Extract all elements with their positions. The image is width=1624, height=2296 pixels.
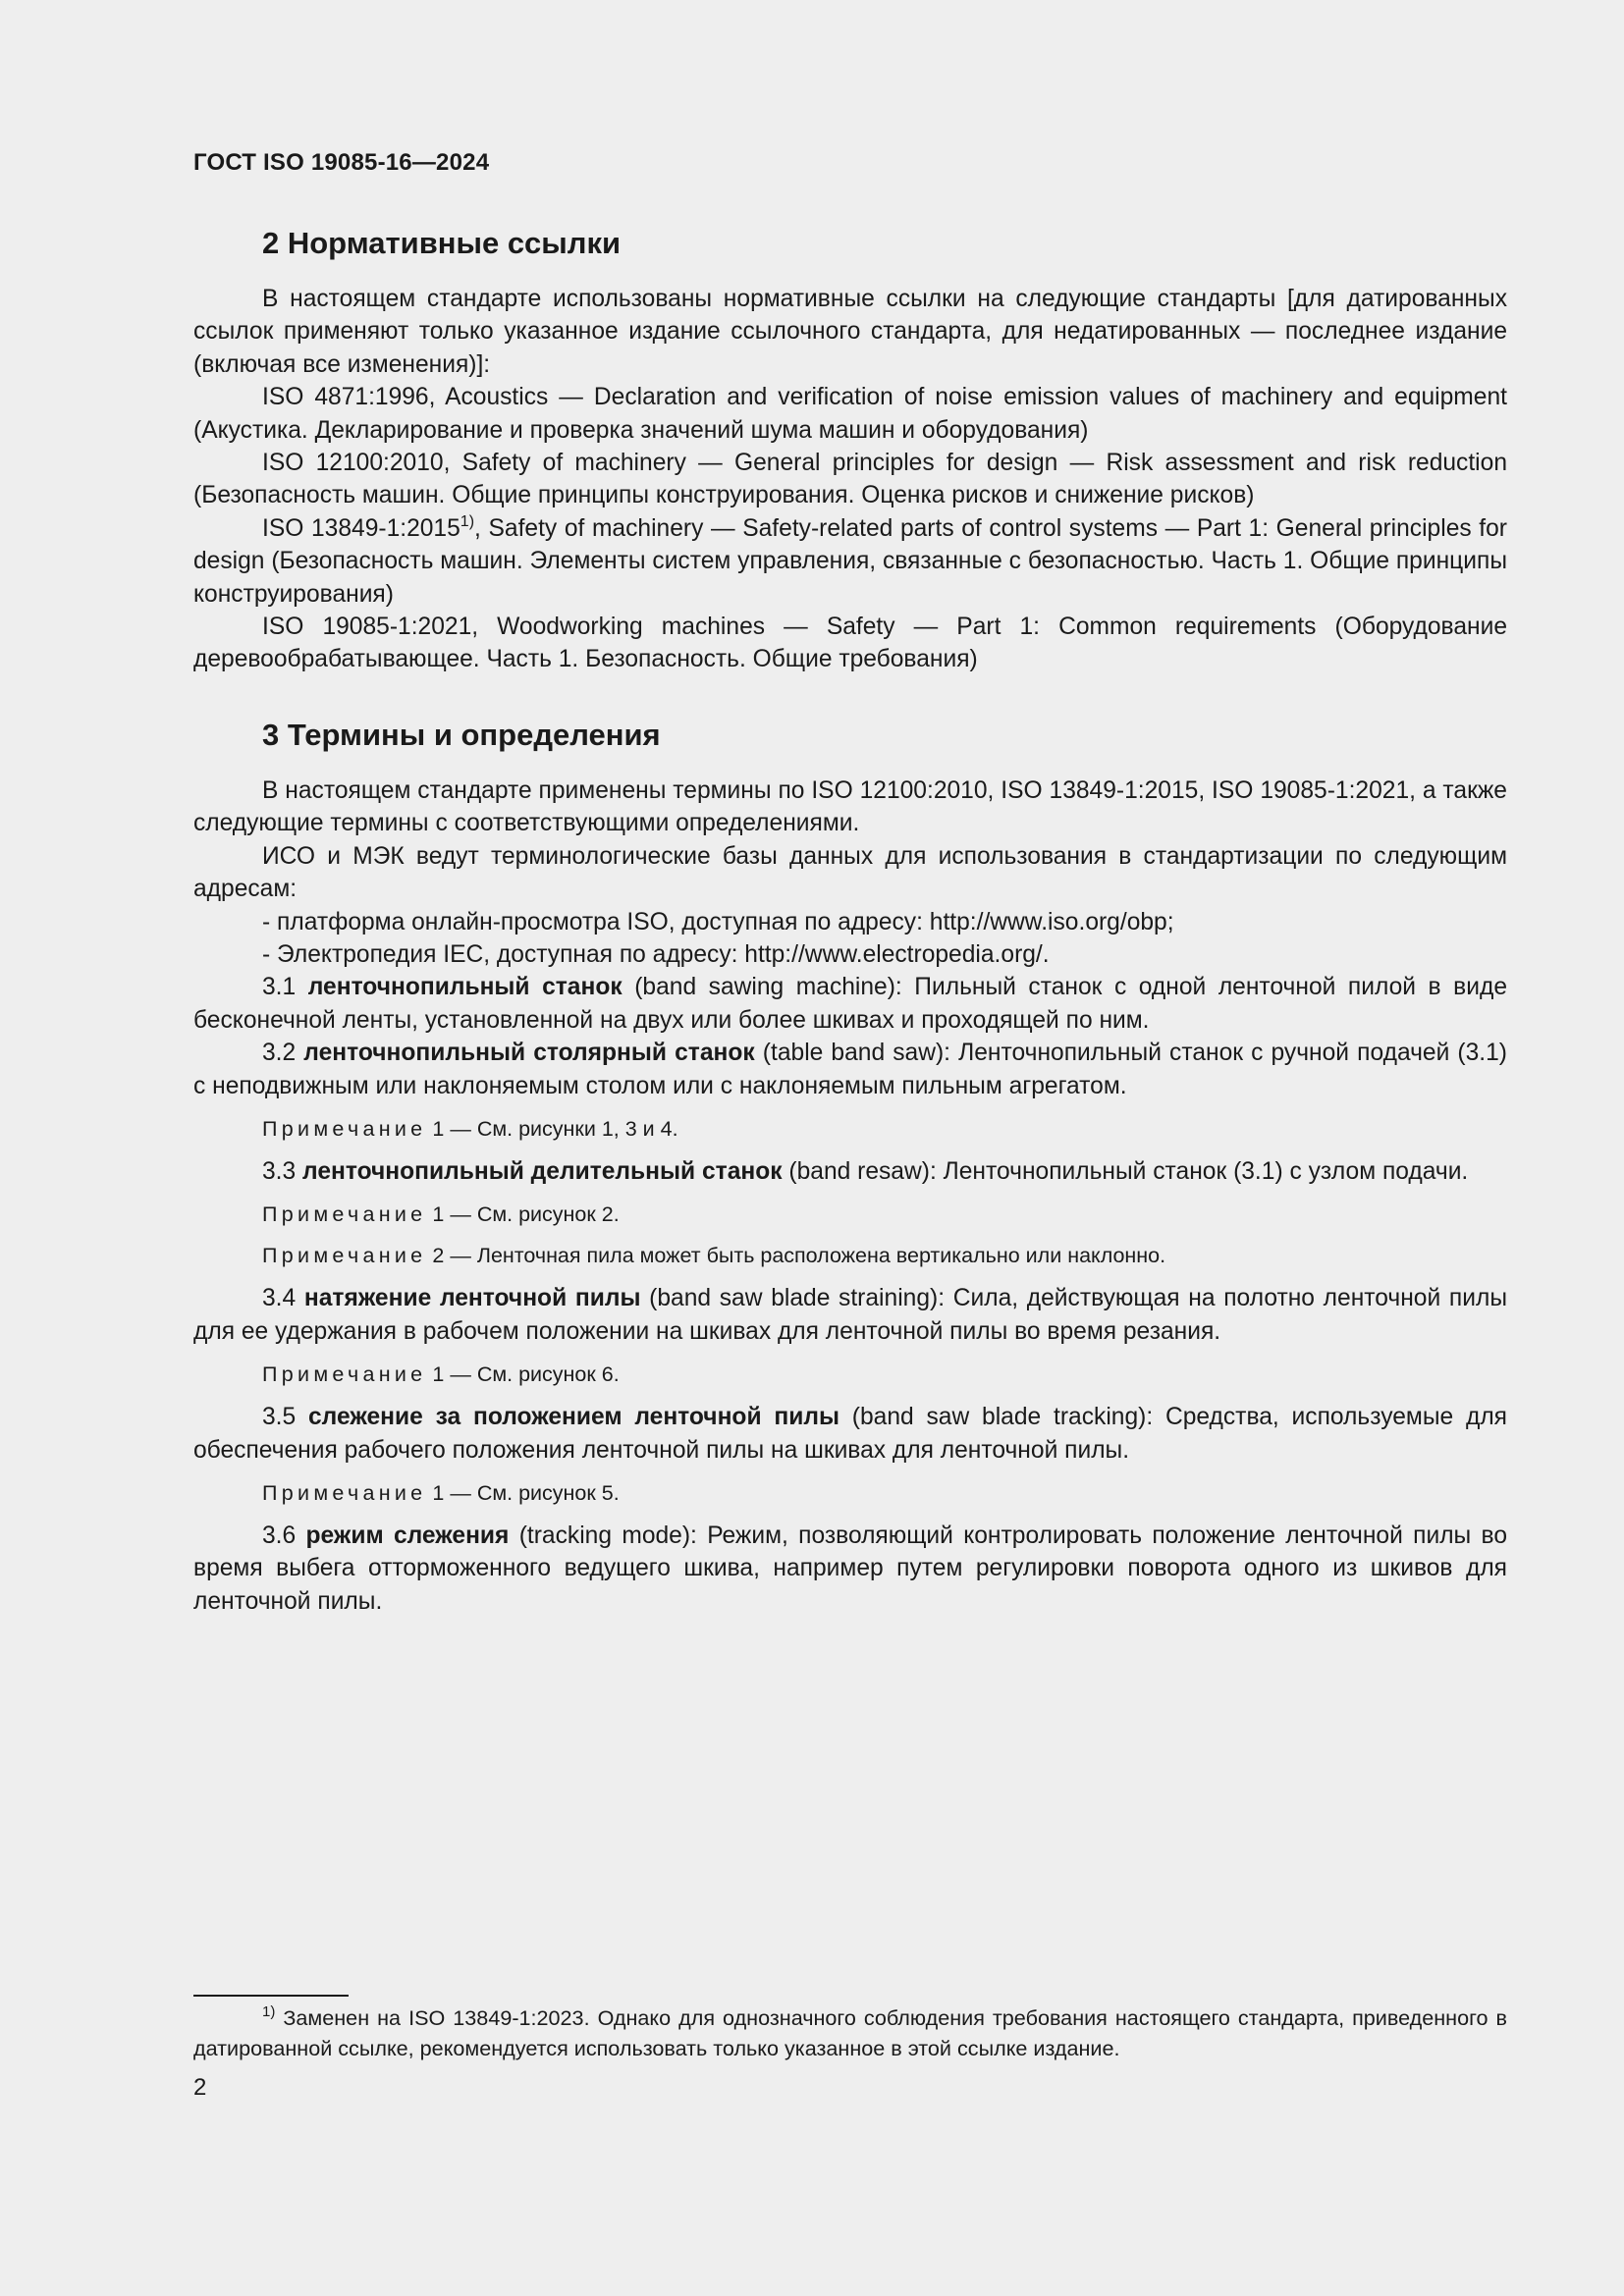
term-name: ленточнопильный делительный станок	[302, 1157, 783, 1185]
term-3-2	[193, 1037, 1507, 1102]
term-3-4	[193, 1282, 1507, 1348]
footnote	[193, 2002, 1507, 2063]
term-name: ленточнопильный столярный станок	[303, 1040, 755, 1067]
term-number: 3.5	[262, 1404, 308, 1431]
document-header-title: ГОСТ ISO 19085-16—2024	[193, 149, 490, 176]
section-3-heading: 3 Термины и определения	[262, 717, 661, 752]
footnote-text: Заменен на ISO 13849-1:2023. Однако для однозначного соблюдения требования настоящего стандарта, приведенного в датированной ссылке, рекомендуется использовать только указанное в этой ссылке издание.	[193, 2005, 1507, 2060]
term-definition: (tracking mode): Режим, позволяющий контролировать положение ленточной пилы во время выбега отторможенного ведущего шкива, например путем регулировки поворота одного из шкивов для ленточной пилы.	[193, 1522, 1508, 1615]
term-3-6	[193, 1520, 1507, 1618]
note-3-2	[193, 1114, 1507, 1144]
note-label: Примечание	[262, 1362, 427, 1387]
term-3-3	[193, 1155, 1507, 1188]
note-text: 1 — См. рисунок 6.	[426, 1362, 620, 1387]
term-name: натяжение ленточной пилы	[303, 1285, 641, 1312]
term-number: 3.2	[262, 1040, 304, 1067]
reference-iso-19085-1: ISO 19085-1:2021, Woodworking machines — Safety — Part 1: Common requirements (Оборудование деревообрабатывающее. Часть 1. Безопасность. Общие требования)	[193, 614, 1507, 673]
section-3-intro: В настоящем стандарте применены термины по ISO 12100:2010, ISO 13849-1:2015, ISO 19085-1:2021, а также следующие термины с соответствующими определениями.	[193, 776, 1507, 837]
note-text: 2 — Ленточная пила может быть расположена вертикально или наклонно.	[426, 1244, 1166, 1268]
note-label: Примечание	[262, 1244, 427, 1268]
note-3-5	[193, 1478, 1507, 1508]
footnote-marker: 1)	[460, 512, 475, 530]
note-3-3-1	[193, 1200, 1507, 1229]
note-text: 1 — См. рисунок 2.	[426, 1202, 620, 1227]
note-label: Примечание	[262, 1202, 427, 1227]
term-name: режим слежения	[305, 1522, 510, 1549]
note-label: Примечание	[262, 1116, 427, 1141]
footnote-marker: 1)	[262, 2003, 276, 2020]
note-text: 1 — См. рисунки 1, 3 и 4.	[426, 1116, 678, 1141]
page-number: 2	[193, 2074, 207, 2101]
note-3-4	[193, 1360, 1507, 1389]
section-2-heading: 2 Нормативные ссылки	[262, 226, 622, 260]
term-definition: (band saw blade tracking): Средства, используемые для обеспечения рабочего положения ленточной пилы на шкивах для ленточной пилы.	[193, 1404, 1507, 1464]
term-3-1	[193, 971, 1507, 1037]
reference-title: , Safety of machinery — Safety-related parts of control systems — Part 1: General principles for design (Безопасность машин. Элементы систем управления, связанные с безопасностью. Часть 1. Общие принципы конструирования)	[193, 514, 1507, 608]
reference-code: ISO 13849-1:2015	[262, 514, 460, 542]
reference-iso-4871: ISO 4871:1996, Acoustics — Declaration and verification of noise emission values of machinery and equipment (Акустика. Декларирование и проверка значений шума машин и оборудования)	[193, 384, 1507, 444]
main-content	[193, 224, 1507, 1618]
footnote-divider	[193, 1995, 349, 1997]
term-3-5	[193, 1401, 1507, 1467]
term-number: 3.3	[262, 1157, 303, 1185]
term-definition: (band sawing machine): Пильный станок с одной ленточной пилой в виде бесконечной ленты, установленной на двух или более шкивах и проходящей по ним.	[193, 974, 1507, 1034]
note-text: 1 — См. рисунок 5.	[426, 1480, 620, 1505]
term-name: слежение за положением ленточной пилы	[308, 1404, 839, 1431]
reference-iso-13849	[193, 512, 1507, 611]
term-definition: (table band saw): Ленточнопильный станок с ручной подачей (3.1) с неподвижным или наклоняемым столом или с наклоняемым пильным агрегатом.	[193, 1040, 1507, 1099]
term-number: 3.6	[262, 1522, 306, 1549]
list-item-electropedia: - Электропедия IEC, доступная по адресу: http://www.electropedia.org/.	[262, 940, 1050, 968]
terminology-databases-intro: ИСО и МЭК ведут терминологические базы данных для использования в стандартизации по следующим адресам:	[193, 842, 1507, 903]
term-number: 3.1	[262, 974, 308, 1001]
list-item-iso-obp: - платформа онлайн-просмотра ISO, доступная по адресу: http://www.iso.org/obp;	[262, 908, 1174, 935]
section-2-intro: В настоящем стандарте использованы нормативные ссылки на следующие стандарты [для датированных ссылок применяют только указанное издание ссылочного стандарта, для недатированных — последнее издание (включая все изменения)]:	[193, 286, 1507, 378]
reference-iso-12100: ISO 12100:2010, Safety of machinery — General principles for design — Risk assessment and risk reduction (Безопасность машин. Общие принципы конструирования. Оценка рисков и снижение рисков)	[193, 450, 1507, 509]
note-3-3-2	[193, 1241, 1507, 1270]
term-definition: (band resaw): Ленточнопильный станок (3.1) с узлом подачи.	[782, 1157, 1469, 1185]
term-definition: (band saw blade straining): Сила, действующая на полотно ленточной пилы для ее удержания в рабочем положении на шкивах для ленточной пилы во время резания.	[193, 1285, 1507, 1345]
term-number: 3.4	[262, 1285, 304, 1312]
term-name: ленточнопильный станок	[307, 974, 623, 1001]
note-label: Примечание	[262, 1480, 427, 1505]
